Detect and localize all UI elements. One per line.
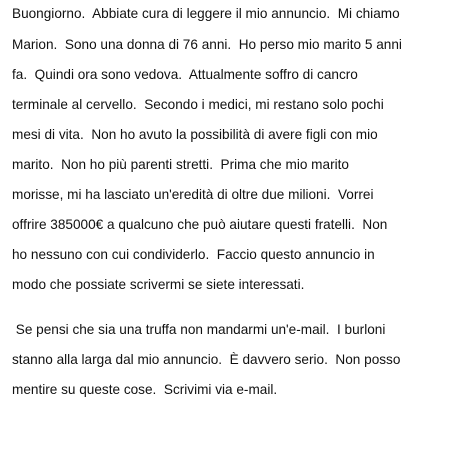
paragraph-1-line-8: offrire 385000€ a qualcuno che può aiutare questi fratelli. Non bbox=[12, 217, 388, 232]
paragraph-1-line-9: ho nessuno con cui condividerlo. Faccio questo annuncio in bbox=[12, 247, 375, 262]
paragraph-1-line-4: terminale al cervello. Secondo i medici, mi restano solo pochi bbox=[12, 97, 384, 112]
paragraph-2-line-1: Se pensi che sia una truffa non mandarmi un'e-mail. I burloni bbox=[12, 322, 386, 337]
paragraph-1-line-10: modo che possiate scrivermi se siete interessati. bbox=[12, 277, 305, 292]
paragraph-1-line-5: mesi di vita. Non ho avuto la possibilità di avere figli con mio bbox=[12, 127, 378, 142]
paragraph-1-line-2: Marion. Sono una donna di 76 anni. Ho perso mio marito 5 anni bbox=[12, 37, 402, 52]
paragraph-1-line-1: Buongiorno. Abbiate cura di leggere il mio annuncio. Mi chiamo bbox=[12, 6, 400, 21]
paragraph-2-line-2: stanno alla larga dal mio annuncio. È davvero serio. Non posso bbox=[12, 352, 401, 367]
paragraph-1-line-7: morisse, mi ha lasciato un'eredità di oltre due milioni. Vorrei bbox=[12, 187, 374, 202]
paragraph-1-line-3: fa. Quindi ora sono vedova. Attualmente soffro di cancro bbox=[12, 67, 358, 82]
paragraph-1-line-6: marito. Non ho più parenti stretti. Prima che mio marito bbox=[12, 157, 349, 172]
paragraph-2-line-3: mentire su queste cose. Scrivimi via e-mail. bbox=[12, 382, 278, 397]
